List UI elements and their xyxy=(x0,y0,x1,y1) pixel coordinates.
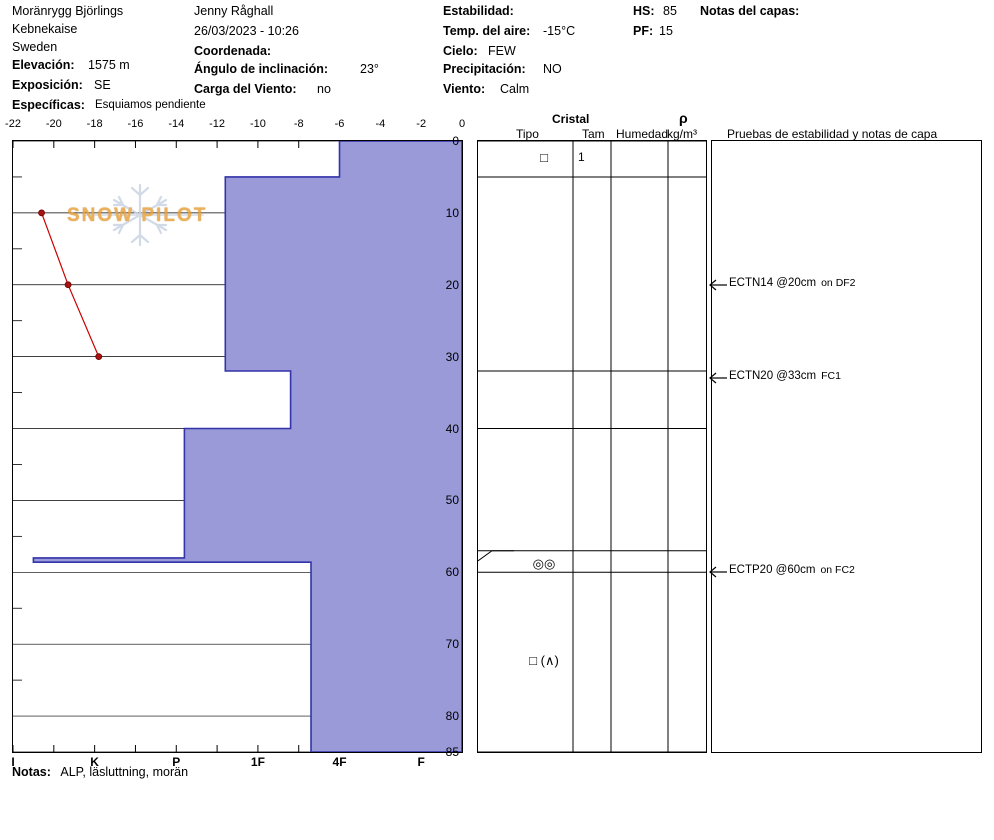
incline-label: Ángulo de inclinación: xyxy=(194,62,329,76)
wind-load-label: Carga del Viento: xyxy=(194,82,297,96)
snowpilot-watermark xyxy=(53,179,228,251)
test-arrow-icon xyxy=(708,563,728,584)
density-symbol-header: ρ xyxy=(679,110,688,126)
stability-test-label xyxy=(729,277,856,289)
wind-label: Viento: xyxy=(443,82,486,96)
depth-tick-label: 60 xyxy=(445,565,459,580)
hardness-tick-label: -14 xyxy=(168,118,185,130)
stability-test-code: ECTN14 @20cm xyxy=(729,276,817,289)
depth-tick-label: 20 xyxy=(445,277,459,292)
air-temp-value: -15°C xyxy=(543,24,576,38)
hs-value: 85 xyxy=(663,4,677,18)
hardness-tick-label: 0 xyxy=(458,118,466,130)
observer: Jenny Råghall xyxy=(194,4,274,18)
hardness-tick-label: -8 xyxy=(293,118,304,130)
watermark-text: SNOW PILOT xyxy=(67,205,208,226)
depth-tick-label: 85 xyxy=(445,745,459,759)
coordinates-label: Coordenada: xyxy=(194,44,272,58)
country: Sweden xyxy=(12,40,58,54)
snow-profile-plot xyxy=(12,140,463,753)
hardness-tick-label: -22 xyxy=(5,118,21,130)
test-arrow-icon xyxy=(708,369,728,390)
stability-test-label xyxy=(729,370,841,382)
hardness-tick-label: -4 xyxy=(375,118,386,130)
stability-test-extra: FC1 xyxy=(821,370,841,383)
hardness-tick-label: -16 xyxy=(127,118,144,130)
sky-label: Cielo: xyxy=(443,44,478,58)
stability-test-extra: on FC2 xyxy=(820,564,855,577)
datetime: 26/03/2023 - 10:26 xyxy=(194,24,299,38)
depth-tick-label: 40 xyxy=(445,421,459,436)
depth-tick-label: 30 xyxy=(445,349,459,364)
crystal-grid xyxy=(478,141,706,752)
depth-tick-label: 50 xyxy=(445,493,459,508)
crystal-columns xyxy=(477,140,707,753)
type-column-header: Tipo xyxy=(516,127,539,141)
precip-value: NO xyxy=(543,62,562,76)
elevation-label: Elevación: xyxy=(12,58,75,72)
hardness-tick-label: -6 xyxy=(334,118,345,130)
stability-label: Estabilidad: xyxy=(443,4,514,18)
hardness-tick-label: -18 xyxy=(86,118,103,130)
hardness-tick-label: -20 xyxy=(45,118,62,130)
depth-tick-label: 10 xyxy=(445,205,459,220)
hardness-class-label: I xyxy=(11,755,15,769)
crystal-type-symbol: □ xyxy=(540,149,548,165)
test-arrow-icon xyxy=(708,276,728,297)
specifics-value: Esquiamos pendiente xyxy=(95,99,206,111)
stability-test-code: ECTN20 @33cm xyxy=(729,370,817,383)
precip-label: Precipitación: xyxy=(443,62,526,76)
specifics-label: Específicas: xyxy=(12,98,85,112)
density-units-header: kg/m³ xyxy=(667,127,697,141)
hardness-tick-label: -2 xyxy=(416,118,427,130)
air-temp-label: Temp. del aire: xyxy=(443,24,531,38)
stability-test-extra: on DF2 xyxy=(821,276,856,289)
hs-label: HS: xyxy=(633,4,655,18)
depth-tick-label: 70 xyxy=(445,637,459,652)
depth-tick-label: 80 xyxy=(445,709,459,724)
aspect-label: Exposición: xyxy=(12,78,83,92)
hardness-class-label: 4F xyxy=(332,755,347,769)
wetness-column-header: Humedad xyxy=(616,127,669,141)
profile-header xyxy=(0,0,994,118)
site-name: Moränrygg Björlings xyxy=(12,4,124,18)
hardness-class-label: 1F xyxy=(250,755,265,769)
location: Kebnekaise xyxy=(12,22,78,36)
stability-test-label xyxy=(729,564,855,576)
footer-notes xyxy=(12,765,188,779)
wind-load-value: no xyxy=(317,82,331,96)
sky-value: FEW xyxy=(488,44,516,58)
hardness-class-label: P xyxy=(172,755,181,769)
pf-value: 15 xyxy=(659,24,673,38)
crystal-type-symbol: □ (∧) xyxy=(529,653,559,669)
wind-value: Calm xyxy=(500,82,530,96)
hardness-tick-label: -12 xyxy=(209,118,226,130)
layer-notes-label: Notas del capas: xyxy=(700,4,800,18)
hardness-class-label: K xyxy=(90,755,99,769)
notes-value: ALP, läsluttning, morän xyxy=(60,765,189,779)
hardness-tick-label: -10 xyxy=(249,118,266,130)
aspect-value: SE xyxy=(94,78,111,92)
depth-tick-label: 0 xyxy=(452,134,459,148)
crystal-column-header: Cristal xyxy=(552,112,590,126)
hardness-class-label: F xyxy=(417,755,425,769)
size-column-header: Tam xyxy=(582,127,605,141)
elevation-value: 1575 m xyxy=(88,58,130,72)
pf-label: PF: xyxy=(633,24,654,38)
crystal-size-value: 1 xyxy=(578,149,585,164)
incline-value: 23° xyxy=(360,62,379,76)
notes-column-header: Pruebas de estabilidad y notas de capa xyxy=(727,127,938,141)
stability-notes-panel xyxy=(711,140,982,753)
crystal-type-symbol: ◎◎ xyxy=(532,556,556,572)
notes-label: Notas: xyxy=(12,765,51,779)
stability-test-code: ECTP20 @60cm xyxy=(729,564,816,577)
